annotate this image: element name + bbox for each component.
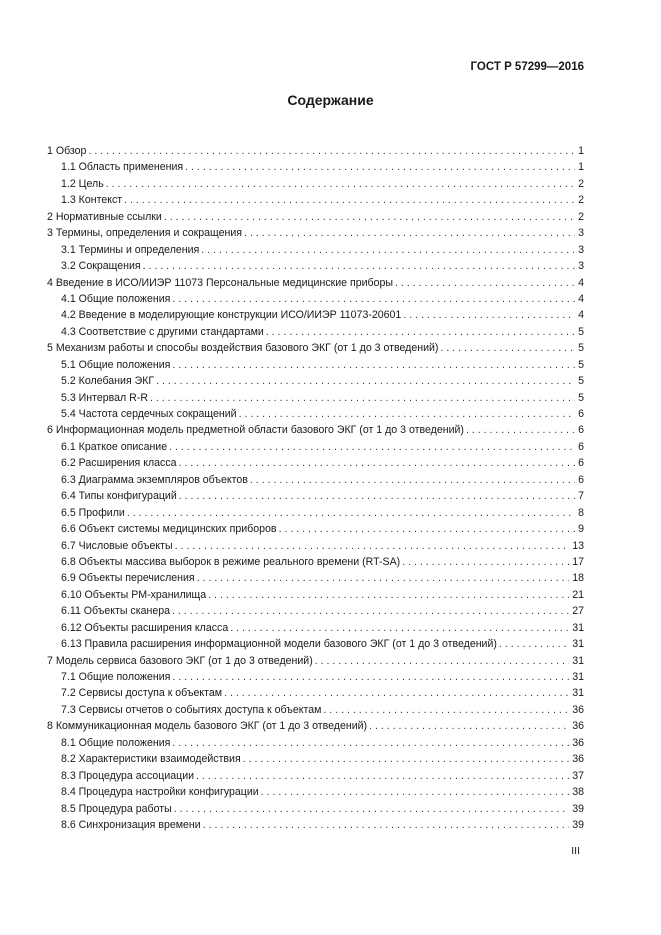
toc-entry[interactable] (47, 521, 584, 537)
toc-dot-leader (239, 406, 576, 422)
toc-dot-leader (250, 472, 575, 488)
toc-entry-title: 8.6 Синхронизация времени (61, 818, 201, 831)
toc-entry-title: 7.3 Сервисы отчетов о событиях доступа к объектам (61, 703, 322, 716)
toc-entry[interactable] (47, 751, 584, 767)
toc-entry-title: 8.4 Процедура настройки конфигурации (61, 786, 259, 799)
toc-entry-title: 6.3 Диаграмма экземпляров объектов (61, 473, 248, 486)
toc-dot-leader (197, 570, 570, 586)
toc-dot-leader (266, 324, 575, 340)
page-number: III (571, 845, 580, 857)
toc-dot-leader (169, 439, 575, 455)
toc-entry[interactable] (47, 291, 584, 307)
toc-entry-title: 3 Термины, определения и сокращения (47, 227, 243, 240)
toc-entry-title: 6.9 Объекты перечисления (61, 572, 195, 585)
toc-entry-title: 8.5 Процедура работы (61, 802, 172, 815)
toc-entry-page: 2 (578, 210, 584, 223)
toc-entry[interactable] (47, 505, 584, 521)
toc-entry-title: 6.8 Объекты массива выборок в режиме реального времени (RT-SA) (61, 555, 401, 568)
toc-dot-leader (179, 455, 576, 471)
toc-dot-leader (402, 554, 569, 570)
toc-entry-title: 6.6 Объект системы медицинских приборов (61, 523, 277, 536)
toc-entry[interactable] (47, 669, 584, 685)
toc-entry-title: 5.2 Колебания ЭКГ (61, 375, 155, 388)
toc-dot-leader (323, 702, 569, 718)
toc-entry-title: 6.10 Объекты PM-хранилища (61, 588, 207, 601)
toc-entry-page: 31 (572, 671, 584, 683)
toc-entry-title: 6.12 Объекты расширения класса (61, 621, 229, 634)
toc-entry-page: 31 (572, 687, 584, 700)
toc-dot-leader (106, 176, 575, 192)
toc-dot-leader (172, 735, 569, 751)
toc-entry-page: 6 (578, 408, 584, 420)
toc-entry[interactable] (47, 768, 584, 784)
toc-entry-page: 7 (578, 490, 584, 503)
toc-dot-leader (369, 718, 569, 734)
toc-entry-title: 7 Модель сервиса базового ЭКГ (от 1 до 3 отведений) (47, 654, 313, 667)
toc-entry[interactable] (47, 307, 584, 323)
toc-entry-title: 4.2 Введение в моделирующие конструкции ИСО/ИИЭР 11073-20601 (61, 309, 402, 322)
toc-entry-page: 17 (572, 555, 584, 568)
toc-entry-title: 2 Нормативные ссылки (47, 210, 162, 223)
toc-entry-page: 36 (572, 753, 584, 766)
toc-entry-page: 21 (572, 588, 584, 601)
toc-entry-title: 6.1 Краткое описание (61, 440, 168, 453)
toc-entry[interactable] (47, 406, 584, 422)
toc-entry[interactable] (47, 340, 584, 356)
toc-dot-leader (174, 801, 569, 817)
toc-entry-page: 39 (572, 802, 584, 815)
toc-entry-page: 2 (578, 177, 584, 190)
toc-entry-title: 3.2 Сокращения (61, 260, 141, 273)
toc-entry-title: 8.3 Процедура ассоциации (61, 769, 195, 782)
toc-entry[interactable] (47, 324, 584, 340)
toc-entry-page: 4 (578, 292, 584, 305)
toc-entry-title: 5 Механизм работы и способы воздействия базового ЭКГ (от 1 до 3 отведений) (47, 342, 439, 355)
toc-entry[interactable] (47, 242, 584, 258)
toc-entry-page: 4 (578, 309, 584, 322)
toc-entry[interactable] (47, 192, 584, 208)
toc-dot-leader (156, 373, 575, 389)
toc-dot-leader (440, 340, 575, 356)
toc-entry-title: 1.1 Область применения (61, 161, 184, 174)
toc-entry[interactable] (47, 373, 584, 389)
toc-entry[interactable] (47, 587, 584, 603)
toc-entry-page: 3 (578, 260, 584, 273)
toc-entry-title: 6.13 Правила расширения информационной модели базового ЭКГ (от 1 до 3 отведений) (61, 638, 497, 651)
toc-entry[interactable] (47, 472, 584, 488)
toc-entry-title: 6 Информационная модель предметной области базового ЭКГ (от 1 до 3 отведений) (47, 424, 464, 437)
toc-entry-title: 1.3 Контекст (61, 194, 123, 207)
toc-entry-page: 5 (578, 358, 584, 371)
toc-dot-leader (243, 751, 570, 767)
toc-entry[interactable] (47, 784, 584, 800)
toc-entry-page: 27 (572, 605, 584, 618)
toc-entry-title: 6.7 Числовые объекты (61, 539, 173, 552)
toc-dot-leader (196, 768, 569, 784)
toc-entry-page: 1 (578, 161, 584, 174)
toc-dot-leader (164, 209, 575, 225)
toc-entry[interactable] (47, 817, 584, 833)
toc-entry[interactable] (47, 422, 584, 438)
toc-entry[interactable] (47, 143, 584, 159)
toc-entry-page: 31 (572, 621, 584, 634)
toc-entry-title: 1 Обзор (47, 145, 87, 157)
toc-entry[interactable] (47, 209, 584, 225)
toc-entry[interactable] (47, 653, 584, 669)
toc-entry-title: 4.1 Общие положения (61, 292, 171, 305)
toc-dot-leader (172, 291, 575, 307)
toc-entry-title: 6.4 Типы конфигураций (61, 490, 177, 503)
toc-entry[interactable] (47, 718, 584, 734)
toc-entry-page: 6 (578, 473, 584, 486)
toc-entry-title: 4 Введение в ИСО/ИИЭР 11073 Персональные медицинские приборы (47, 276, 394, 289)
toc-entry-title: 8.2 Характеристики взаимодействия (61, 753, 241, 766)
toc-entry-title: 5.4 Частота сердечных сокращений (61, 408, 237, 420)
toc-entry-page: 6 (578, 457, 584, 470)
toc-entry-title: 5.3 Интервал R-R (61, 391, 149, 404)
toc-entry-title: 6.5 Профили (61, 506, 125, 519)
toc-entry[interactable] (47, 603, 584, 619)
toc-entry[interactable] (47, 570, 584, 586)
toc-entry-page: 37 (572, 769, 584, 782)
toc-entry-page: 13 (572, 539, 584, 552)
toc-entry[interactable] (47, 439, 584, 455)
toc-entry[interactable] (47, 636, 584, 652)
toc-dot-leader (279, 521, 576, 537)
toc-dot-leader (143, 258, 575, 274)
toc-entry-title: 6.2 Расширения класса (61, 457, 177, 470)
toc-entry[interactable] (47, 538, 584, 554)
toc-dot-leader (244, 225, 575, 241)
toc-entry[interactable] (47, 735, 584, 751)
toc-entry-title: 8.1 Общие положения (61, 736, 171, 749)
page-title: Содержание (287, 92, 374, 108)
toc-dot-leader (261, 784, 569, 800)
toc-entry-page: 36 (572, 703, 584, 716)
toc-entry-page: 39 (572, 818, 584, 831)
toc-entry-title: 7.1 Общие положения (61, 671, 171, 683)
toc-dot-leader (315, 653, 569, 669)
toc-entry[interactable] (47, 455, 584, 471)
toc-entry[interactable] (47, 390, 584, 406)
toc-entry[interactable] (47, 159, 584, 175)
toc-dot-leader (395, 275, 575, 291)
toc-entry-title: 1.2 Цель (61, 177, 104, 190)
toc-entry-page: 5 (578, 391, 584, 404)
toc-dot-leader (201, 242, 575, 258)
toc-entry[interactable] (47, 275, 584, 291)
document-standard-header: ГОСТ Р 57299—2016 (470, 61, 584, 73)
toc-dot-leader (224, 685, 569, 701)
toc-entry-page: 5 (578, 325, 584, 338)
toc-dot-leader (466, 422, 575, 438)
toc-entry-page: 2 (578, 194, 584, 207)
table-of-contents (47, 143, 584, 833)
toc-dot-leader (403, 307, 575, 323)
toc-entry-title: 3.1 Термины и определения (61, 243, 200, 256)
toc-entry[interactable] (47, 685, 584, 701)
toc-entry-page: 5 (578, 342, 584, 355)
toc-entry-page: 31 (572, 654, 584, 667)
toc-entry[interactable] (47, 702, 584, 718)
toc-dot-leader (172, 603, 569, 619)
toc-dot-leader (230, 620, 569, 636)
toc-dot-leader (127, 505, 575, 521)
toc-entry-page: 8 (578, 506, 584, 519)
toc-entry-page: 18 (572, 572, 584, 585)
toc-entry-title: 5.1 Общие положения (61, 358, 171, 371)
toc-dot-leader (179, 488, 575, 504)
toc-entry[interactable] (47, 554, 584, 570)
toc-entry-page: 3 (578, 243, 584, 256)
toc-entry[interactable] (47, 357, 584, 373)
toc-dot-leader (172, 357, 575, 373)
toc-entry[interactable] (47, 488, 584, 504)
toc-dot-leader (150, 390, 575, 406)
toc-entry-page: 9 (578, 523, 584, 536)
toc-dot-leader (208, 587, 569, 603)
toc-entry-page: 1 (578, 145, 584, 157)
toc-entry-page: 3 (578, 227, 584, 240)
toc-dot-leader (88, 143, 575, 159)
toc-entry-page: 6 (578, 440, 584, 453)
toc-dot-leader (499, 636, 569, 652)
toc-entry-page: 4 (578, 276, 584, 289)
toc-entry-page: 38 (572, 786, 584, 799)
toc-entry-title: 8 Коммуникационная модель базового ЭКГ (от 1 до 3 отведений) (47, 720, 368, 733)
toc-dot-leader (203, 817, 569, 833)
toc-entry-title: 4.3 Соответствие с другими стандартами (61, 325, 264, 338)
toc-entry-page: 6 (578, 424, 584, 437)
toc-entry[interactable] (47, 176, 584, 192)
toc-entry-title: 7.2 Сервисы доступа к объектам (61, 687, 223, 700)
toc-entry[interactable] (47, 225, 584, 241)
toc-entry-page: 36 (572, 720, 584, 733)
toc-entry-page: 31 (572, 638, 584, 651)
toc-entry-title: 6.11 Объекты сканера (61, 605, 170, 618)
toc-entry[interactable] (47, 258, 584, 274)
toc-entry[interactable] (47, 801, 584, 817)
toc-dot-leader (185, 159, 575, 175)
toc-dot-leader (175, 538, 570, 554)
toc-entry[interactable] (47, 620, 584, 636)
toc-entry-page: 5 (578, 375, 584, 388)
toc-entry-page: 36 (572, 736, 584, 749)
toc-dot-leader (172, 669, 569, 685)
toc-dot-leader (124, 192, 575, 208)
